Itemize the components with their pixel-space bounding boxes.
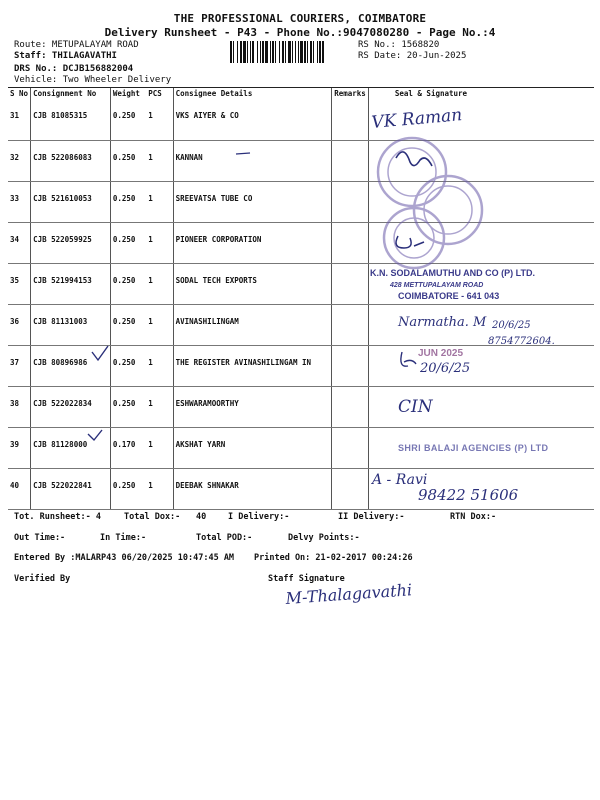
table-row: [8, 427, 594, 468]
rs-no-text: RS No.: 1568820: [358, 40, 440, 50]
cell-pcs: 1: [146, 99, 173, 140]
svg-text:COIMBATORE - 641 043: COIMBATORE - 641 043: [398, 291, 500, 301]
cell-consignment: CJB 522086083: [31, 140, 111, 181]
barcode-bar: [275, 41, 276, 63]
cell-remarks: [332, 386, 369, 427]
barcode-bar: [262, 41, 264, 63]
cell-consignee: PIONEER CORPORATION: [173, 222, 332, 263]
barcode-bar: [298, 41, 299, 63]
barcode-bar: [252, 41, 254, 63]
cell-seal: [368, 181, 594, 222]
out-time: Out Time:-: [14, 533, 66, 543]
cell-weight: 0.250: [110, 468, 146, 509]
cell-consignee: DEEBAK SHNAKAR: [173, 468, 332, 509]
staff-signature-label: Staff Signature: [268, 574, 345, 584]
cell-weight: 0.250: [110, 263, 146, 304]
table-row: [8, 345, 594, 386]
barcode-bar: [319, 41, 321, 63]
cell-remarks: [332, 304, 369, 345]
barcode-bar: [322, 41, 324, 63]
stamp-row-39: SHRI BALAJI AGENCIES (P) LTD: [398, 443, 548, 453]
cell-consignment: CJB 521610053: [31, 181, 111, 222]
table-row: [8, 222, 594, 263]
cell-consignee: AVINASHILINGAM: [173, 304, 332, 345]
i-delivery: I Delivery:-: [228, 512, 290, 522]
total-pod: Total POD:-: [196, 533, 253, 543]
route-text: Route: METUPALAYAM ROAD: [14, 40, 139, 50]
barcode-bar: [285, 41, 286, 63]
cell-weight: 0.250: [110, 99, 146, 140]
cell-weight: 0.170: [110, 427, 146, 468]
barcode-bar: [233, 41, 234, 63]
table-row: [8, 140, 594, 181]
svg-text:428 METTUPALAYAM ROAD: 428 METTUPALAYAM ROAD: [390, 282, 484, 289]
date-stamp-row-37: JUN 2025: [418, 348, 464, 359]
cell-sno: 38: [8, 386, 31, 427]
barcode-bar: [279, 41, 280, 63]
cell-remarks: [332, 468, 369, 509]
signature-row-37: 20/6/25: [420, 361, 471, 376]
cell-remarks: [332, 222, 369, 263]
barcode-bar: [243, 41, 246, 63]
signature-row-40a: A - Ravi: [372, 472, 428, 488]
cell-seal: [368, 99, 594, 140]
col-header-consignee: Consignee Details: [173, 88, 332, 99]
barcode-bar: [313, 41, 314, 63]
cell-remarks: [332, 263, 369, 304]
in-time: In Time:-: [100, 533, 147, 543]
printed-on: Printed On: 21-02-2017 00:24:26: [254, 553, 413, 563]
cell-consignee: KANNAN: [173, 140, 332, 181]
cell-consignee: ESHWARAMOORTHY: [173, 386, 332, 427]
table-row: [8, 181, 594, 222]
signature-row-40b: 98422 51606: [418, 486, 519, 504]
barcode-bar: [270, 41, 271, 63]
cell-consignment: CJB 522022834: [31, 386, 111, 427]
barcode-bar: [257, 41, 258, 63]
staff-signature: M-Thalagavathi: [284, 580, 413, 608]
svg-text:20/6/25: 20/6/25: [492, 320, 531, 331]
cell-pcs: 1: [146, 263, 173, 304]
cell-consignment: CJB 522059925: [31, 222, 111, 263]
cell-seal: [368, 345, 594, 386]
cell-seal: [368, 386, 594, 427]
barcode-image: [230, 41, 350, 63]
barcode-bar: [288, 41, 291, 63]
cell-consignee: SREEVATSA TUBE CO: [173, 181, 332, 222]
cell-seal: [368, 222, 594, 263]
cell-seal: [368, 304, 594, 345]
col-header-sno: S No: [8, 88, 31, 99]
barcode-bar: [250, 41, 251, 63]
barcode-bar: [265, 41, 268, 63]
cell-seal: [368, 140, 594, 181]
barcode-bar: [310, 41, 312, 63]
cell-weight: 0.250: [110, 140, 146, 181]
ii-delivery: II Delivery:-: [338, 512, 405, 522]
tot-runsheet: Tot. Runsheet:- 4: [14, 512, 101, 522]
total-dox-value: 40: [196, 512, 207, 522]
cell-remarks: [332, 181, 369, 222]
cell-consignment: CJB 81131003: [31, 304, 111, 345]
cell-seal: [368, 427, 594, 468]
cell-weight: 0.250: [110, 222, 146, 263]
cell-sno: 31: [8, 99, 31, 140]
cell-seal: [368, 263, 594, 304]
cell-consignment: CJB 80896986: [31, 345, 111, 386]
barcode-bar: [300, 41, 303, 63]
col-header-pcs: PCS: [146, 88, 173, 99]
table-row: [8, 386, 594, 427]
total-dox-label: Total Dox:-: [124, 512, 181, 522]
cell-consignment: CJB 522022841: [31, 468, 111, 509]
cell-pcs: 1: [146, 304, 173, 345]
cell-consignment: CJB 81128000: [31, 427, 111, 468]
col-header-weight: Weight: [112, 89, 140, 98]
barcode-bar: [282, 41, 284, 63]
verified-by: Verified By: [14, 574, 71, 584]
runsheet-title: THE PROFESSIONAL COURIERS, COIMBATORE: [173, 12, 427, 25]
runsheet-table: [8, 88, 594, 510]
entered-by: Entered By :MALARP43 06/20/2025 10:47:45 AM: [14, 553, 235, 563]
signature-row-31: VK Raman: [370, 105, 464, 133]
col-header-seal: Seal & Signature: [394, 89, 468, 98]
col-header-consignment: Consignment No: [31, 88, 111, 99]
rtn-dox: RTN Dox:-: [450, 512, 497, 522]
barcode-bar: [317, 41, 318, 63]
cell-sno: 39: [8, 427, 31, 468]
col-header-remarks: Remarks: [332, 88, 369, 99]
barcode-bar: [247, 41, 248, 63]
svg-text:K.N. SODALAMUTHU AND CO (P) LT: K.N. SODALAMUTHU AND CO (P) LTD.: [370, 268, 535, 278]
barcode-bar: [230, 41, 232, 63]
cell-pcs: 1: [146, 468, 173, 509]
table-row: [8, 263, 594, 304]
cell-pcs: 1: [146, 427, 173, 468]
barcode-bar: [295, 41, 296, 63]
cell-consignment: CJB 81085315: [31, 99, 111, 140]
barcode-bar: [240, 41, 242, 63]
cell-remarks: [332, 427, 369, 468]
runsheet-subtitle: Delivery Runsheet - P43 - Phone No.:9047080280 - Page No.:4: [104, 26, 496, 39]
cell-pcs: 1: [146, 386, 173, 427]
staff-text: Staff: THILAGAVATHI: [14, 51, 117, 61]
cell-sno: 32: [8, 140, 31, 181]
cell-weight: 0.250: [110, 345, 146, 386]
table-header-row: [8, 88, 594, 99]
signature-row-38: CIN: [398, 397, 433, 417]
cell-consignment: CJB 521994153: [31, 263, 111, 304]
rs-date-text: RS Date: 20-Jun-2025: [358, 51, 467, 61]
cell-weight: 0.250: [110, 304, 146, 345]
cell-consignee: THE REGISTER AVINASHILINGAM IN: [173, 345, 332, 386]
svg-text:Narmatha. M: Narmatha. M: [398, 315, 487, 330]
cell-sno: 34: [8, 222, 31, 263]
barcode-bar: [304, 41, 306, 63]
cell-consignee: VKS AIYER & CO: [173, 99, 332, 140]
drs-text: DRS No.: DCJB156882004: [14, 64, 134, 74]
cell-pcs: 1: [146, 345, 173, 386]
cell-remarks: [332, 140, 369, 181]
cell-sno: 35: [8, 263, 31, 304]
cell-consignee: SODAL TECH EXPORTS: [173, 263, 332, 304]
vehicle-text: Vehicle: Two Wheeler Delivery: [14, 75, 172, 85]
barcode-bar: [272, 41, 274, 63]
barcode-bar: [237, 41, 238, 63]
table-row: [8, 304, 594, 345]
cell-seal: [368, 468, 594, 509]
barcode-bar: [260, 41, 261, 63]
table-row: [8, 468, 594, 509]
table-row: [8, 99, 594, 140]
cell-consignee: AKSHAT YARN: [173, 427, 332, 468]
cell-pcs: 1: [146, 181, 173, 222]
cell-remarks: [332, 345, 369, 386]
delvy-points: Delvy Points:-: [288, 533, 360, 543]
cell-sno: 36: [8, 304, 31, 345]
cell-sno: 33: [8, 181, 31, 222]
cell-sno: 40: [8, 468, 31, 509]
cell-pcs: 1: [146, 140, 173, 181]
barcode-bar: [307, 41, 308, 63]
cell-sno: 37: [8, 345, 31, 386]
cell-weight: 0.250: [110, 181, 146, 222]
cell-weight: 0.250: [110, 386, 146, 427]
cell-remarks: [332, 99, 369, 140]
svg-text:8754772604.: 8754772604.: [488, 336, 555, 347]
barcode-bar: [292, 41, 293, 63]
cell-pcs: 1: [146, 222, 173, 263]
